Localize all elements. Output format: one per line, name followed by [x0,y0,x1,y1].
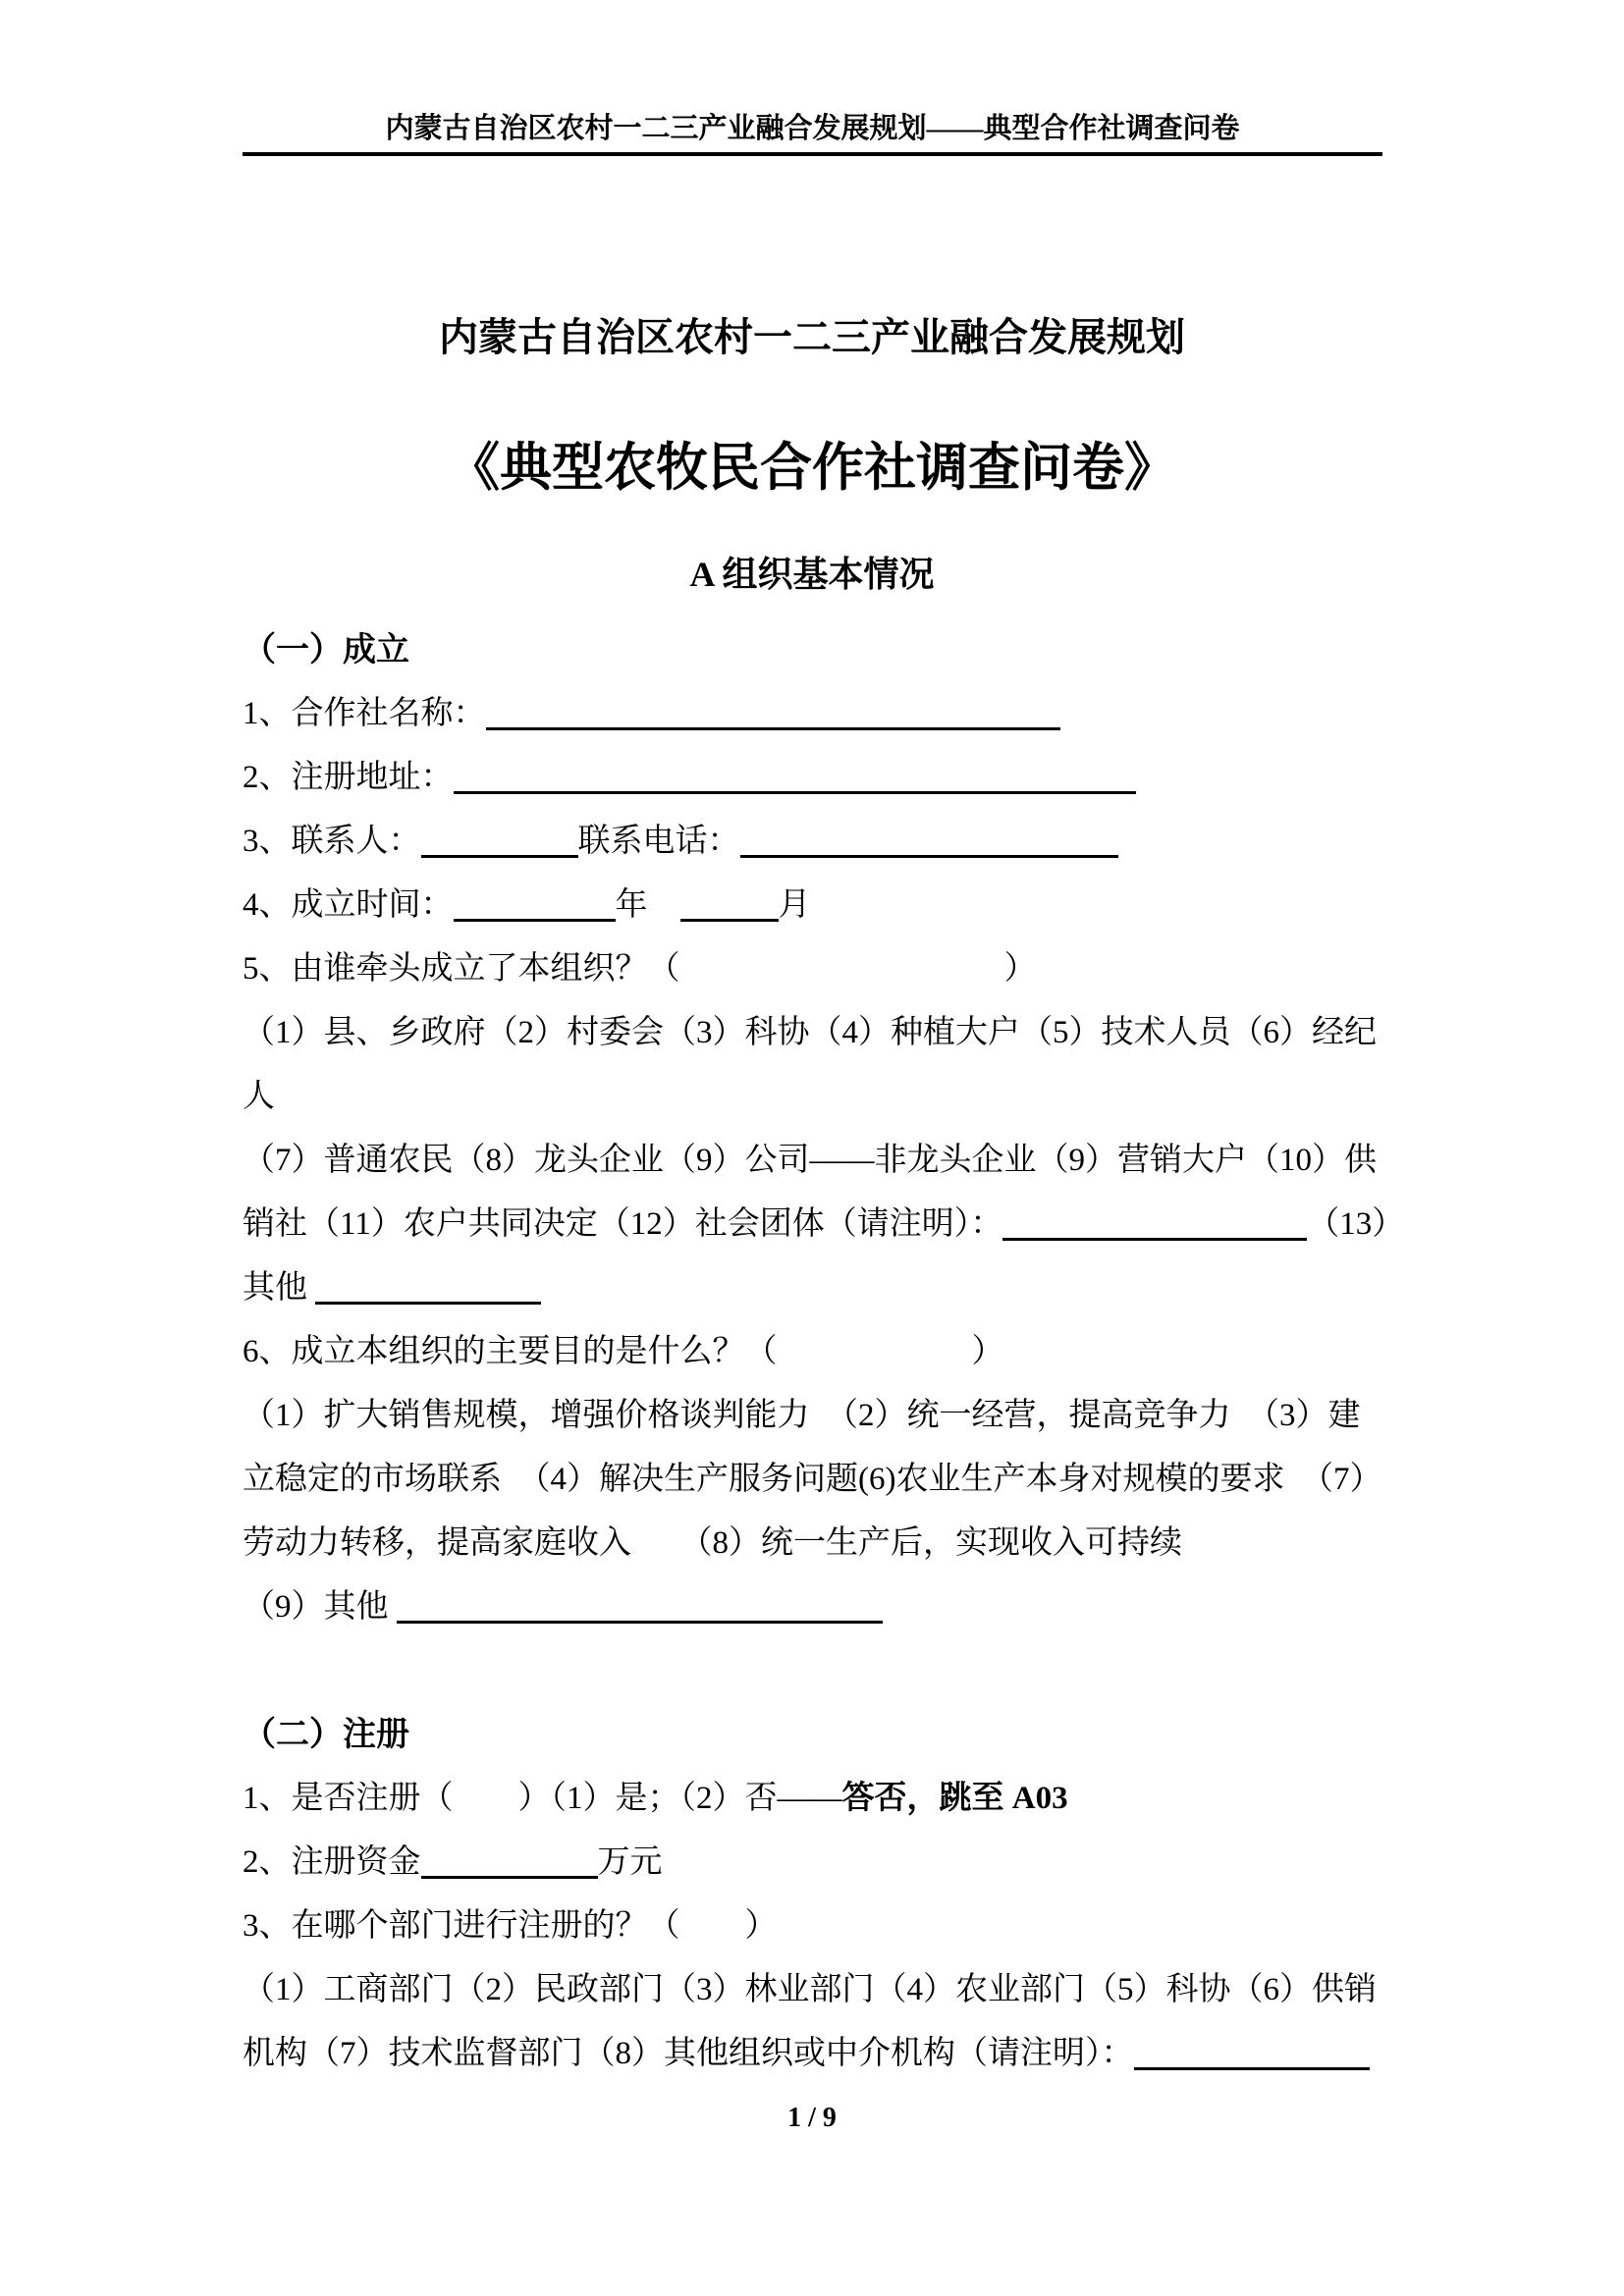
form-line [243,937,1434,1001]
text-run: 人 [243,1079,275,1114]
text-run: （9）其他 [243,1589,397,1625]
text-run: （一）成立 [243,632,409,668]
fill-in-blank[interactable] [454,756,1136,794]
text-run: 5、由谁牵头成立了本组织？（ ） [243,951,1037,987]
text-run: 销社（11）农户共同决定（12）社会团体（请注明）： [243,1206,1003,1242]
text-run: 立稳定的市场联系 （4）解决生产服务问题(6)农业生产本身对规模的要求 （7） [243,1462,1382,1497]
text-run: 2、注册资金 [243,1844,421,1880]
form-line [243,682,1434,746]
form-line [243,1384,1434,1448]
section-heading [243,1703,1434,1767]
section-heading [243,618,1434,682]
text-run: 机构（7）技术监督部门（8）其他组织或中介机构（请注明）： [243,2036,1134,2071]
form-line [243,1193,1434,1256]
form-line [243,1129,1434,1193]
form-line [243,810,1434,874]
text-run: （7）普通农民（8）龙头企业（9）公司——非龙头企业（9）营销大户（10）供 [243,1143,1377,1178]
text-run: 6、成立本组织的主要目的是什么？（ ） [243,1334,1004,1369]
text-run: 联系电话： [577,824,740,859]
fill-in-blank[interactable] [315,1266,541,1305]
text-run: （1）县、乡政府（2）村委会（3）科协（4）种植大户（5）技术人员（6）经纪 [243,1015,1377,1050]
fill-in-blank[interactable] [1134,2032,1370,2070]
fill-in-blank[interactable] [421,820,578,858]
form-line [243,1831,1434,1895]
form-line [243,1320,1434,1384]
text-run: 4、成立时间： [243,887,454,923]
form-line [243,1065,1434,1129]
form-line [243,1512,1434,1575]
spacer-line [243,1639,1434,1703]
fill-in-blank[interactable] [680,883,779,922]
page-header [243,0,1382,156]
fill-in-blank[interactable] [454,883,616,922]
page-footer [0,2086,1624,2150]
text-run: 年 [615,887,680,923]
text-run: 1、合作社名称： [243,696,486,731]
document-title: 内蒙古自治区农村一二三产业融合发展规划 [439,315,1185,359]
fill-in-blank[interactable] [1002,1202,1307,1241]
form-line [243,1575,1434,1639]
bold-text-run: 答否，跳至 A03 [841,1781,1068,1816]
page-number: 1 / 9 [787,2103,837,2133]
fill-in-blank[interactable] [486,692,1060,730]
form-line [243,1895,1434,1958]
section-a-title: A 组织基本情况 [689,555,935,594]
form-line [243,1256,1434,1320]
text-run: 月 [778,887,811,923]
text-run: （1）工商部门（2）民政部门（3）林业部门（4）农业部门（5）科协（6）供销 [243,1972,1377,2007]
text-run: （二）注册 [243,1717,409,1753]
text-run: 其他 [243,1270,316,1306]
text-run: 3、联系人： [243,824,421,859]
form-line [243,874,1434,937]
fill-in-blank[interactable] [740,820,1118,858]
text-run: （13） [1307,1206,1405,1242]
text-run: 1、是否注册（ ）（1）是；（2）否—— [243,1781,842,1816]
text-run: 万元 [597,1844,663,1880]
questionnaire-title: 《典型农牧民合作社调查问卷》 [448,440,1176,497]
text-run: 2、注册地址： [243,760,454,795]
text-run: 3、在哪个部门进行注册的？（ ） [243,1908,778,1944]
form-line [243,1767,1434,1831]
fill-in-blank[interactable] [421,1841,598,1879]
header-title: 内蒙古自治区农村一二三产业融合发展规划——典型合作社调查问卷 [385,113,1240,144]
text-run: 劳动力转移，提高家庭收入 （8）统一生产后，实现收入可持续 [243,1525,1182,1561]
form-line [243,1958,1434,2022]
form-line [243,1448,1434,1512]
text-run: （1）扩大销售规模，增强价格谈判能力 （2）统一经营，提高竞争力 （3）建 [243,1398,1361,1433]
form-line [243,746,1434,810]
form-line [243,1001,1434,1065]
form-line [243,2022,1434,2086]
questionnaire-body [243,618,1434,2086]
fill-in-blank[interactable] [397,1585,883,1624]
